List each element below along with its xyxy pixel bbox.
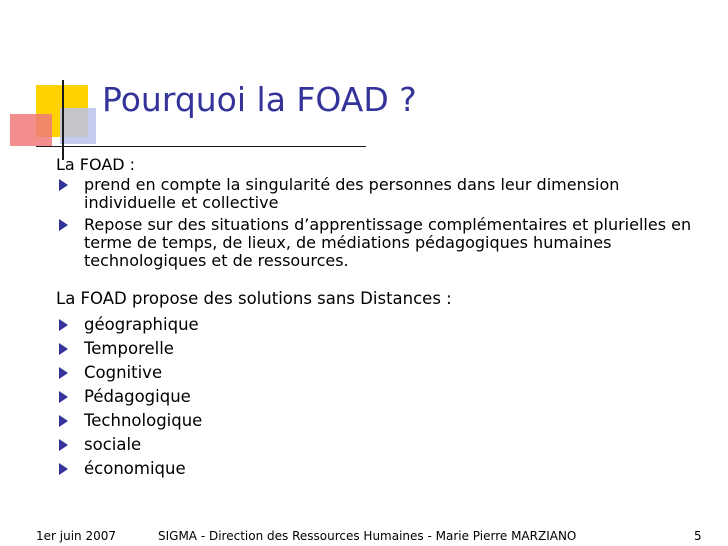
footer-page-number: 5 bbox=[694, 529, 702, 543]
list-item: géographique bbox=[56, 313, 696, 337]
distance-list bbox=[56, 313, 696, 481]
list-item: prend en compte la singularité des personnes dans leur dimension individuelle et collective bbox=[56, 176, 696, 212]
slide-content bbox=[56, 155, 696, 481]
list-item: Pédagogique bbox=[56, 385, 696, 409]
logo-red-square bbox=[10, 114, 52, 146]
slide-title: Pourquoi la FOAD ? bbox=[102, 80, 417, 119]
list-item: Cognitive bbox=[56, 361, 696, 385]
list-item: Repose sur des situations d’apprentissage complémentaires et plurielles en terme de temps, de lieux, de médiations pédagogiques humaines technologiques et de ressources. bbox=[56, 216, 696, 270]
bullet-arrow-icon bbox=[59, 415, 68, 427]
title-underline bbox=[36, 146, 366, 147]
decorative-logo bbox=[0, 0, 110, 160]
logo-vertical-line bbox=[62, 80, 64, 160]
sub-list bbox=[56, 176, 696, 270]
bullet-arrow-icon bbox=[59, 439, 68, 451]
list-item: sociale bbox=[56, 433, 696, 457]
intro2-text: La FOAD propose des solutions sans Distances : bbox=[56, 289, 452, 308]
intro-text: La FOAD : bbox=[56, 155, 136, 174]
list-item: économique bbox=[56, 457, 696, 481]
bullet-arrow-icon bbox=[59, 319, 68, 331]
bullet-arrow-icon bbox=[59, 219, 68, 231]
logo-blue-square bbox=[60, 108, 96, 144]
bullet-arrow-icon bbox=[59, 343, 68, 355]
footer-author: SIGMA - Direction des Ressources Humaines - Marie Pierre MARZIANO bbox=[158, 529, 577, 543]
footer-date: 1er juin 2007 bbox=[36, 529, 116, 543]
list-item: Technologique bbox=[56, 409, 696, 433]
bullet-arrow-icon bbox=[59, 463, 68, 475]
bullet-arrow-icon bbox=[59, 367, 68, 379]
bullet-arrow-icon bbox=[59, 391, 68, 403]
list-item: Temporelle bbox=[56, 337, 696, 361]
bullet-arrow-icon bbox=[59, 179, 68, 191]
